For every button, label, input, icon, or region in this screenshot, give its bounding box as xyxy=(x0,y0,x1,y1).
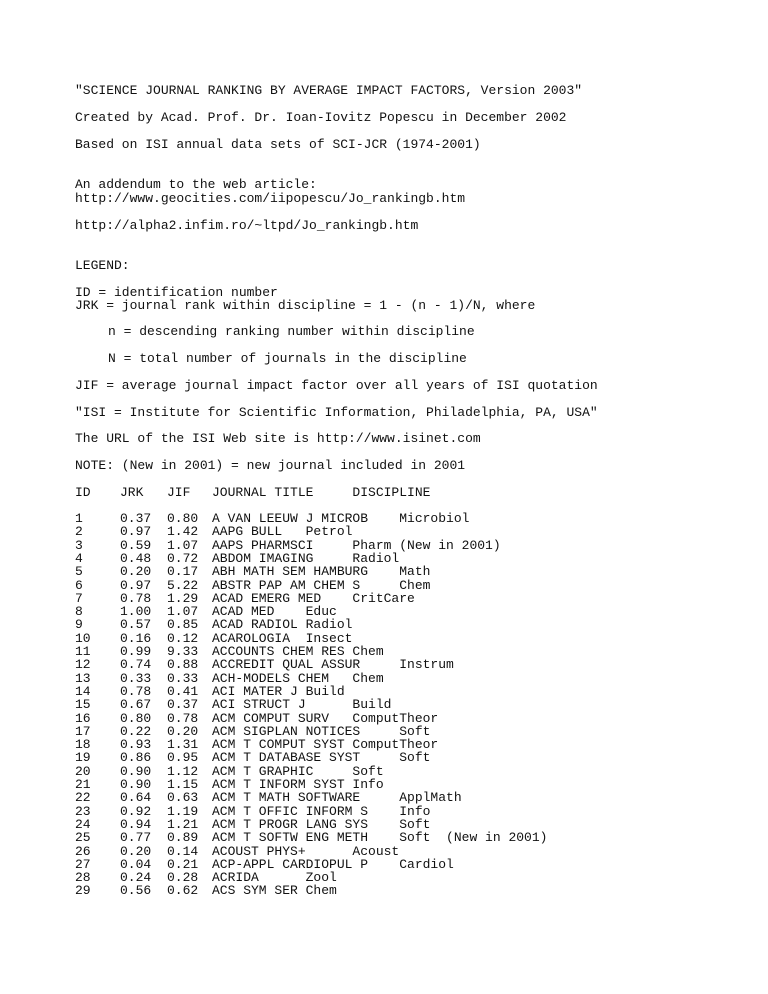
row-jif: 0.72 xyxy=(167,550,199,566)
table-row xyxy=(75,539,755,552)
row-id: 22 xyxy=(75,790,91,806)
row-id: 6 xyxy=(75,577,83,593)
row-jrk: 0.86 xyxy=(120,750,152,766)
row-jif: 1.42 xyxy=(167,524,199,540)
table-row xyxy=(75,552,755,565)
row-title-discipline: ACM T SOFTW ENG METH Soft (New in 2001) xyxy=(212,830,548,846)
row-title-discipline: ACP-APPL CARDIOPUL P Cardiol xyxy=(212,856,454,872)
author-line: Created by Acad. Prof. Dr. Ioan-Iovitz Popescu in December 2002 xyxy=(75,110,567,125)
row-title-discipline: ABSTR PAP AM CHEM S Chem xyxy=(212,577,431,593)
legend-note: NOTE: (New in 2001) = new journal included in 2001 xyxy=(75,458,466,473)
row-title-discipline: AAPG BULL Petrol xyxy=(212,524,353,540)
table-row xyxy=(75,618,755,631)
row-jif: 0.95 xyxy=(167,750,199,766)
row-jrk: 0.92 xyxy=(120,803,152,819)
legend-jif-definition: JIF = average journal impact factor over all years of ISI quotation xyxy=(75,378,598,393)
row-id: 20 xyxy=(75,763,91,779)
row-jrk: 0.99 xyxy=(120,644,152,659)
header-jif: JIF xyxy=(167,485,191,500)
row-title-discipline: ACAD EMERG MED CritCare xyxy=(212,590,415,606)
row-jrk: 0.74 xyxy=(120,657,152,673)
table-row xyxy=(75,565,755,578)
row-title-discipline: ACM T INFORM SYST Info xyxy=(212,777,384,792)
row-title-discipline: ABDOM IMAGING Radiol xyxy=(212,550,400,566)
row-title-discipline: ACH-MODELS CHEM Chem xyxy=(212,670,384,686)
legend-id-definition: ID = identification number xyxy=(75,285,278,300)
row-jif: 1.19 xyxy=(167,803,199,819)
table-row xyxy=(75,871,755,884)
row-id: 8 xyxy=(75,604,83,620)
row-id: 18 xyxy=(75,737,91,753)
row-jif: 0.41 xyxy=(167,683,199,699)
table-row xyxy=(75,791,755,804)
table-row xyxy=(75,698,755,711)
row-id: 19 xyxy=(75,750,91,766)
row-jrk: 0.16 xyxy=(120,630,152,646)
header-jrk: JRK xyxy=(120,485,144,500)
table-row xyxy=(75,738,755,751)
row-jif: 0.12 xyxy=(167,630,199,646)
row-id: 14 xyxy=(75,683,91,699)
table-row xyxy=(75,592,755,605)
row-jrk: 0.78 xyxy=(120,590,152,606)
table-row xyxy=(75,845,755,858)
row-id: 16 xyxy=(75,710,91,726)
row-title-discipline: ACOUST PHYS+ Acoust xyxy=(212,843,400,859)
table-row xyxy=(75,765,755,778)
table-row xyxy=(75,525,755,538)
row-jif: 1.29 xyxy=(167,590,199,606)
row-id: 25 xyxy=(75,830,91,846)
row-jrk: 0.90 xyxy=(120,777,152,792)
row-jrk: 0.04 xyxy=(120,856,152,872)
row-id: 17 xyxy=(75,723,91,739)
row-jrk: 0.97 xyxy=(120,524,152,540)
row-jrk: 0.80 xyxy=(120,710,152,726)
row-title-discipline: ACM T GRAPHIC Soft xyxy=(212,763,384,779)
table-row xyxy=(75,712,755,725)
table-row xyxy=(75,884,755,897)
row-jrk: 0.59 xyxy=(120,537,152,553)
row-id: 7 xyxy=(75,590,83,606)
row-jrk: 0.24 xyxy=(120,870,152,886)
row-id: 12 xyxy=(75,657,91,673)
row-jrk: 0.22 xyxy=(120,723,152,739)
row-id: 11 xyxy=(75,644,91,659)
row-jif: 0.33 xyxy=(167,670,199,686)
table-row xyxy=(75,645,755,658)
row-jif: 0.89 xyxy=(167,830,199,846)
row-id: 2 xyxy=(75,524,83,540)
mirror-url: http://alpha2.infim.ro/~ltpd/Jo_rankingb.htm xyxy=(75,218,419,233)
row-jif: 0.17 xyxy=(167,564,199,580)
row-title-discipline: ACM T OFFIC INFORM S Info xyxy=(212,803,431,819)
row-jrk: 0.33 xyxy=(120,670,152,686)
row-id: 29 xyxy=(75,883,91,899)
row-title-discipline: ABH MATH SEM HAMBURG Math xyxy=(212,564,431,580)
legend-n-definition: n = descending ranking number within discipline xyxy=(108,324,475,339)
table-row xyxy=(75,818,755,831)
row-title-discipline: ACS SYM SER Chem xyxy=(212,883,337,899)
row-jrk: 0.48 xyxy=(120,550,152,566)
table-row xyxy=(75,512,755,525)
row-title-discipline: ACAD MED Educ xyxy=(212,604,337,620)
row-jrk: 0.93 xyxy=(120,737,152,753)
row-jif: 0.37 xyxy=(167,697,199,713)
table-row xyxy=(75,778,755,791)
row-id: 3 xyxy=(75,537,83,553)
row-jrk: 0.37 xyxy=(120,511,152,526)
row-id: 4 xyxy=(75,550,83,566)
legend-jrk-definition: JRK = journal rank within discipline = 1 - (n - 1)/N, where xyxy=(75,298,536,313)
table-row xyxy=(75,858,755,871)
row-title-discipline: ACRIDA Zool xyxy=(212,870,337,886)
table-row xyxy=(75,751,755,764)
row-title-discipline: ACAROLOGIA Insect xyxy=(212,630,353,646)
row-title-discipline: ACM T DATABASE SYST Soft xyxy=(212,750,431,766)
row-jif: 0.28 xyxy=(167,870,199,886)
row-id: 9 xyxy=(75,617,83,633)
row-jrk: 0.20 xyxy=(120,564,152,580)
row-title-discipline: A VAN LEEUW J MICROB Microbiol xyxy=(212,511,470,526)
row-jif: 1.31 xyxy=(167,737,199,753)
row-id: 21 xyxy=(75,777,91,792)
row-jif: 1.07 xyxy=(167,604,199,620)
row-jif: 9.33 xyxy=(167,644,199,659)
row-jif: 5.22 xyxy=(167,577,199,593)
row-jrk: 0.97 xyxy=(120,577,152,593)
row-jif: 0.14 xyxy=(167,843,199,859)
header-id: ID xyxy=(75,485,91,500)
row-title-discipline: AAPS PHARMSCI Pharm (New in 2001) xyxy=(212,537,501,553)
row-jrk: 0.67 xyxy=(120,697,152,713)
row-id: 5 xyxy=(75,564,83,580)
row-jif: 1.07 xyxy=(167,537,199,553)
row-title-discipline: ACAD RADIOL Radiol xyxy=(212,617,353,633)
table-row xyxy=(75,605,755,618)
row-jrk: 0.64 xyxy=(120,790,152,806)
table-row xyxy=(75,672,755,685)
row-jif: 0.88 xyxy=(167,657,199,673)
addendum-line: An addendum to the web article: xyxy=(75,177,317,192)
row-title-discipline: ACM T COMPUT SYST ComputTheor xyxy=(212,737,439,753)
row-jrk: 1.00 xyxy=(120,604,152,620)
row-id: 10 xyxy=(75,630,91,646)
row-id: 24 xyxy=(75,816,91,832)
row-title-discipline: ACI STRUCT J Build xyxy=(212,697,392,713)
row-title-discipline: ACM COMPUT SURV ComputTheor xyxy=(212,710,439,726)
table-row xyxy=(75,831,755,844)
row-jrk: 0.20 xyxy=(120,843,152,859)
legend-N-definition: N = total number of journals in the discipline xyxy=(108,351,467,366)
row-title-discipline: ACCREDIT QUAL ASSUR Instrum xyxy=(212,657,454,673)
row-jif: 0.85 xyxy=(167,617,199,633)
addendum-url: http://www.geocities.com/iipopescu/Jo_rankingb.htm xyxy=(75,191,466,206)
row-jif: 0.62 xyxy=(167,883,199,899)
row-jrk: 0.77 xyxy=(120,830,152,846)
row-jrk: 0.90 xyxy=(120,763,152,779)
legend-title: LEGEND: xyxy=(75,258,130,273)
row-title-discipline: ACI MATER J Build xyxy=(212,683,345,699)
table-row xyxy=(75,725,755,738)
row-id: 28 xyxy=(75,870,91,886)
row-id: 27 xyxy=(75,856,91,872)
table-row xyxy=(75,632,755,645)
row-jrk: 0.78 xyxy=(120,683,152,699)
row-id: 13 xyxy=(75,670,91,686)
row-jrk: 0.56 xyxy=(120,883,152,899)
row-jif: 1.15 xyxy=(167,777,199,792)
row-id: 1 xyxy=(75,511,83,526)
row-jrk: 0.94 xyxy=(120,816,152,832)
header-title-discipline: JOURNAL TITLE DISCIPLINE xyxy=(212,485,431,500)
legend-isi-url: The URL of the ISI Web site is http://www.isinet.com xyxy=(75,431,481,446)
source-line: Based on ISI annual data sets of SCI-JCR (1974-2001) xyxy=(75,137,481,152)
row-jif: 1.21 xyxy=(167,816,199,832)
document-title: "SCIENCE JOURNAL RANKING BY AVERAGE IMPACT FACTORS, Version 2003" xyxy=(75,83,583,98)
row-id: 23 xyxy=(75,803,91,819)
row-title-discipline: ACM T MATH SOFTWARE ApplMath xyxy=(212,790,462,806)
row-title-discipline: ACM SIGPLAN NOTICES Soft xyxy=(212,723,431,739)
row-title-discipline: ACCOUNTS CHEM RES Chem xyxy=(212,644,384,659)
table-header xyxy=(75,486,755,499)
row-jif: 0.21 xyxy=(167,856,199,872)
row-jif: 1.12 xyxy=(167,763,199,779)
table-row xyxy=(75,805,755,818)
row-jif: 0.20 xyxy=(167,723,199,739)
row-jif: 0.63 xyxy=(167,790,199,806)
row-title-discipline: ACM T PROGR LANG SYS Soft xyxy=(212,816,431,832)
row-jrk: 0.57 xyxy=(120,617,152,633)
row-id: 15 xyxy=(75,697,91,713)
table-row xyxy=(75,579,755,592)
row-jif: 0.78 xyxy=(167,710,199,726)
table-row xyxy=(75,685,755,698)
table-row xyxy=(75,658,755,671)
row-jif: 0.80 xyxy=(167,511,199,526)
legend-isi-definition: "ISI = Institute for Scientific Information, Philadelphia, PA, USA" xyxy=(75,405,598,420)
row-id: 26 xyxy=(75,843,91,859)
